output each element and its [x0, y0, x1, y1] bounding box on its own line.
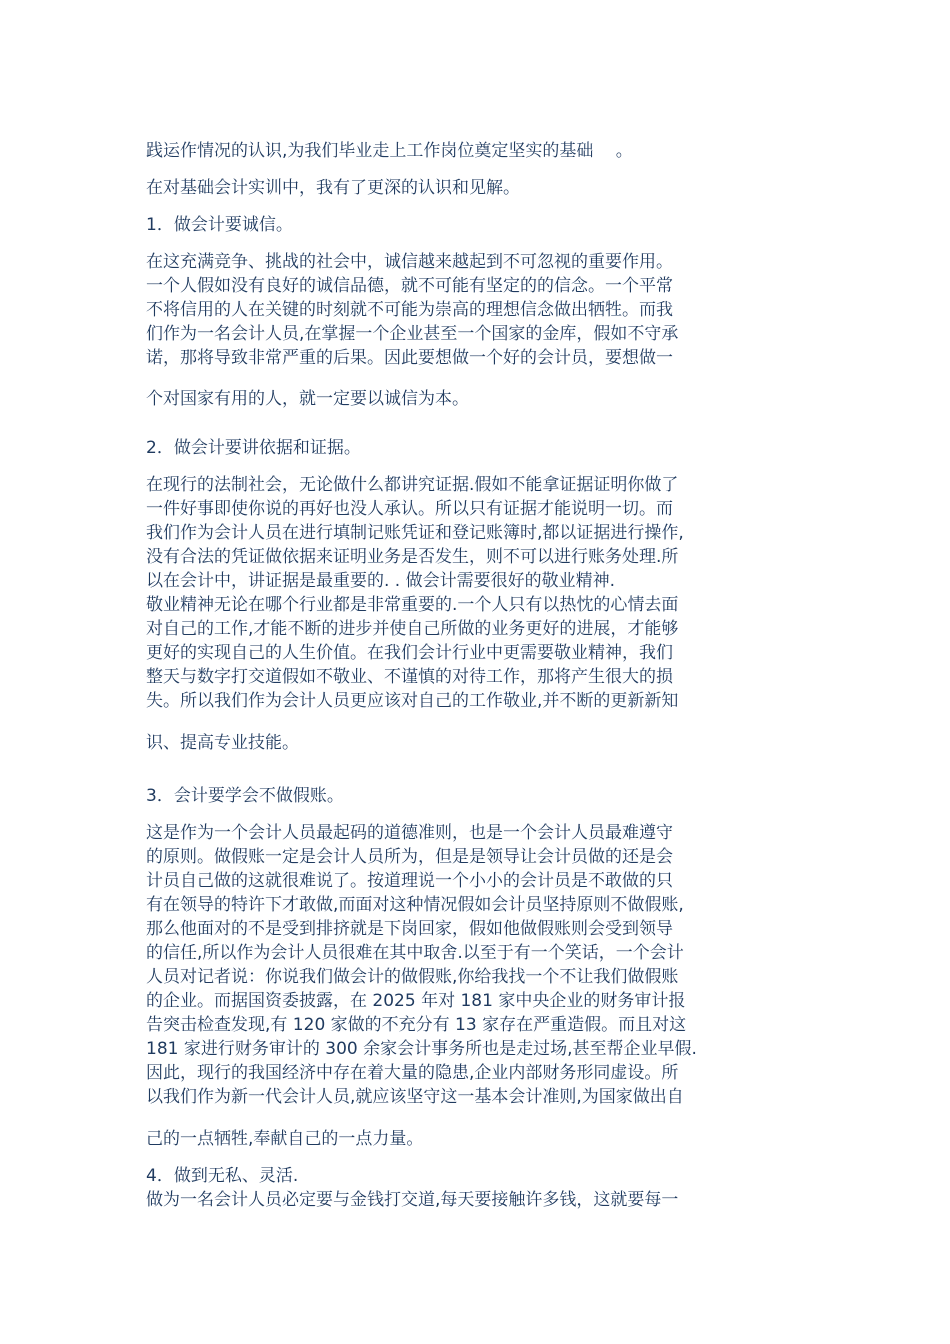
paragraph-line: 有在领导的特许下才敢做,而面对这种情况假如会计员坚持原则不做假账, [146, 895, 684, 915]
paragraph-line: 以我们作为新一代会计人员,就应该坚守这一基本会计准则,为国家做出自 [146, 1087, 684, 1107]
section-heading: 1．做会计要诚信。 [146, 215, 293, 235]
section-heading: 4．做到无私、灵活. [146, 1166, 299, 1186]
paragraph-line: 一件好事即使你说的再好也没人承认。所以只有证据才能说明一切。而 [146, 499, 673, 519]
intro-line: 在对基础会计实训中，我有了更深的认识和见解。 [146, 178, 520, 198]
paragraph-line: 敬业精神无论在哪个行业都是非常重要的.一个人只有以热忱的心情去面 [146, 595, 679, 615]
paragraph-line: 整天与数字打交道假如不敬业、不谨慎的对待工作，那将产生很大的损 [146, 667, 673, 687]
section-heading: 2．做会计要讲依据和证据。 [146, 438, 361, 458]
paragraph-line: 181 家进行财务审计的 300 余家会计事务所也是走过场,甚至帮企业早假. [146, 1039, 697, 1059]
paragraph-line: 的信任,所以作为会计人员很难在其中取舍.以至于有一个笑话，一个会计 [146, 943, 684, 963]
paragraph-line: 因此，现行的我国经济中存在着大量的隐患,企业内部财务形同虚设。所 [146, 1063, 679, 1083]
paragraph-line: 的原则。做假账一定是会计人员所为，但是是领导让会计员做的还是会 [146, 847, 673, 867]
paragraph-line: 的企业。而据国资委披露，在 2025 年对 181 家中央企业的财务审计报 [146, 991, 686, 1011]
paragraph-line: 诺，那将导致非常严重的后果。因此要想做一个好的会计员，要想做一 [146, 348, 673, 368]
paragraph-line: 对自己的工作,才能不断的进步并使自己所做的业务更好的进展，才能够 [146, 619, 679, 639]
paragraph-line: 人员对记者说：你说我们做会计的做假账,你给我找一个不让我们做假账 [146, 967, 679, 987]
intro-line: 践运作情况的认识,为我们毕业走上工作岗位奠定坚实的基础 。 [146, 141, 633, 161]
paragraph-line: 我们作为会计人员在进行填制记账凭证和登记账簿时,都以证据进行操作, [146, 523, 684, 543]
paragraph-line: 以在会计中，讲证据是最重要的. . 做会计需要很好的敬业精神. [146, 571, 616, 591]
paragraph-line: 在现行的法制社会，无论做什么都讲究证据.假如不能拿证据证明你做了 [146, 475, 679, 495]
paragraph-line: 告突击检查发现,有 120 家做的不充分有 13 家存在严重造假。而且对这 [146, 1015, 687, 1035]
paragraph-line: 一个人假如没有良好的诚信品德，就不可能有坚定的的信念。一个平常 [146, 276, 673, 296]
section-heading: 3．会计要学会不做假账。 [146, 786, 344, 806]
paragraph-line: 失。所以我们作为会计人员更应该对自己的工作敬业,并不断的更新新知 [146, 691, 679, 711]
paragraph-line: 识、提高专业技能。 [146, 733, 299, 753]
paragraph-line: 做为一名会计人员必定要与金钱打交道,每天要接触许多钱，这就要每一 [146, 1190, 679, 1210]
paragraph-line: 这是作为一个会计人员最起码的道德准则，也是一个会计人员最难遵守 [146, 823, 673, 843]
paragraph-line: 那么他面对的不是受到排挤就是下岗回家，假如他做假账则会受到领导 [146, 919, 673, 939]
paragraph-line: 不将信用的人在关键的时刻就不可能为崇高的理想信念做出牺牲。而我 [146, 300, 673, 320]
paragraph-line: 计员自己做的这就很难说了。按道理说一个小小的会计员是不敢做的只 [146, 871, 673, 891]
paragraph-line: 更好的实现自己的人生价值。在我们会计行业中更需要敬业精神，我们 [146, 643, 673, 663]
paragraph-line: 个对国家有用的人，就一定要以诚信为本。 [146, 389, 469, 409]
paragraph-line: 没有合法的凭证做依据来证明业务是否发生，则不可以进行账务处理.所 [146, 547, 679, 567]
paragraph-line: 在这充满竞争、挑战的社会中，诚信越来越起到不可忽视的重要作用。 [146, 252, 673, 272]
paragraph-line: 们作为一名会计人员,在掌握一个企业甚至一个国家的金库，假如不守承 [146, 324, 679, 344]
paragraph-line: 己的一点牺牲,奉献自己的一点力量。 [146, 1129, 424, 1149]
